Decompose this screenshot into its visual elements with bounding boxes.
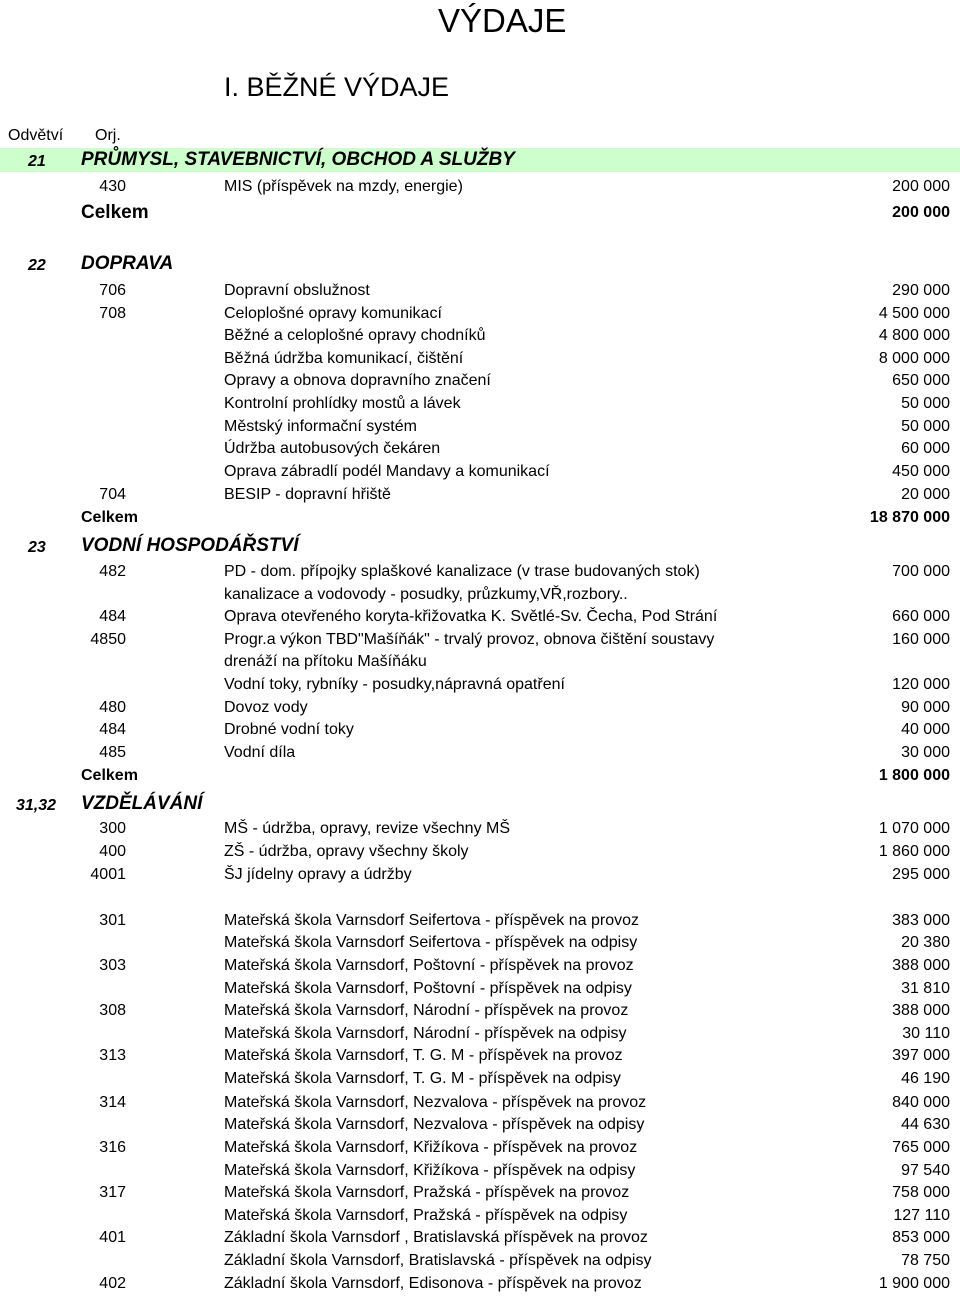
section-code: 31,32 [16, 797, 57, 814]
row-amount: 200 000 [892, 178, 950, 195]
row-amount: 78 750 [901, 1252, 950, 1269]
row-description: Mateřská škola Varnsdorf, Křižíkova - příspěvek na odpisy [224, 1162, 636, 1179]
section-name: DOPRAVA [81, 253, 174, 274]
row-orj: 708 [99, 305, 126, 322]
row-amount: 50 000 [901, 418, 950, 435]
row-description: Běžná údržba komunikací, čištění [224, 350, 464, 367]
row-description: BESIP - dopravní hřiště [224, 486, 391, 503]
section-code: 23 [28, 539, 46, 556]
row-description: Základní škola Varnsdorf, Edisonova - příspěvek na provoz [224, 1275, 642, 1292]
row-description: Mateřská škola Varnsdorf, Pražská - příspěvek na provoz [224, 1184, 630, 1201]
row-description: Mateřská škola Varnsdorf, Pražská - příspěvek na odpisy [224, 1207, 628, 1224]
row-description: drenáží na přítoku Mašíňáku [224, 653, 427, 670]
row-description: Vodní toky, rybníky - posudky,nápravná opatření [224, 676, 565, 693]
row-orj: 430 [99, 178, 126, 195]
header-odvetvi: Odvětví [8, 127, 64, 144]
row-orj: 4850 [90, 631, 126, 648]
row-orj: 480 [99, 699, 126, 716]
row-amount: 700 000 [892, 563, 950, 580]
row-orj: 400 [99, 843, 126, 860]
page-subtitle: I. BĚŽNÉ VÝDAJE [224, 72, 450, 102]
row-description: MIS (příspěvek na mzdy, energie) [224, 178, 463, 195]
row-description: Vodní díla [224, 744, 296, 761]
total-amount: 200 000 [892, 204, 950, 221]
row-amount: 1 900 000 [878, 1275, 950, 1292]
row-orj: 4001 [90, 866, 126, 883]
row-amount: 44 630 [901, 1116, 950, 1133]
row-amount: 97 540 [901, 1162, 950, 1179]
row-amount: 127 110 [893, 1207, 950, 1224]
row-orj: 314 [99, 1094, 126, 1111]
total-label: Celkem [81, 202, 149, 223]
row-amount: 853 000 [892, 1229, 950, 1246]
row-amount: 383 000 [892, 912, 950, 929]
row-orj: 300 [99, 820, 126, 837]
row-orj: 401 [99, 1229, 126, 1246]
page-title: VÝDAJE [438, 2, 567, 39]
row-description: Městský informační systém [224, 418, 417, 435]
row-description: Mateřská škola Varnsdorf, Nezvalova - příspěvek na odpisy [224, 1116, 645, 1133]
row-description: kanalizace a vodovody - posudky, průzkumy,VŘ,rozbory.. [224, 586, 628, 603]
row-orj: 301 [99, 912, 126, 929]
row-orj: 484 [99, 721, 126, 738]
row-description: Mateřská škola Varnsdorf, Křižíkova - příspěvek na provoz [224, 1139, 638, 1156]
section-name: VZDĚLÁVÁNÍ [81, 793, 203, 814]
row-description: Mateřská škola Varnsdorf Seifertova - příspěvek na odpisy [224, 934, 638, 951]
row-orj: 317 [99, 1184, 126, 1201]
row-amount: 20 000 [901, 486, 950, 503]
row-description: Základní škola Varnsdorf , Bratislavská příspěvek na provoz [224, 1229, 648, 1246]
row-description: Mateřská škola Varnsdorf, T. G. M - příspěvek na provoz [224, 1047, 623, 1064]
total-amount: 18 870 000 [869, 509, 950, 526]
row-amount: 765 000 [892, 1139, 950, 1156]
row-amount: 60 000 [901, 440, 950, 457]
row-description: MŠ - údržba, opravy, revize všechny MŠ [224, 820, 511, 837]
row-description: Běžné a celoplošné opravy chodníků [224, 327, 486, 344]
row-orj: 704 [99, 486, 126, 503]
row-description: Celoplošné opravy komunikací [224, 305, 442, 322]
row-description: Dopravní obslužnost [224, 282, 370, 299]
total-label: Celkem [81, 509, 138, 526]
row-description: Dovoz vody [224, 699, 308, 716]
row-amount: 388 000 [892, 1002, 950, 1019]
row-amount: 397 000 [892, 1047, 950, 1064]
row-description: Mateřská škola Varnsdorf, Nezvalova - příspěvek na provoz [224, 1094, 647, 1111]
row-orj: 313 [99, 1047, 126, 1064]
row-orj: 484 [99, 608, 126, 625]
row-amount: 160 000 [892, 631, 950, 648]
section-name: PRŮMYSL, STAVEBNICTVÍ, OBCHOD A SLUŽBY [81, 149, 515, 170]
row-amount: 30 000 [901, 744, 950, 761]
row-amount: 31 810 [901, 980, 950, 997]
row-description: PD - dom. přípojky splaškové kanalizace (v trase budovaných stok) [224, 563, 700, 580]
header-orj: Orj. [95, 127, 121, 144]
row-description: Kontrolní prohlídky mostů a lávek [224, 395, 461, 412]
row-orj: 706 [99, 282, 126, 299]
row-amount: 40 000 [901, 721, 950, 738]
row-description: Progr.a výkon TBD"Mašíňák" - trvalý provoz, obnova čištění soustavy [224, 631, 715, 648]
row-amount: 660 000 [892, 608, 950, 625]
row-amount: 46 190 [901, 1070, 950, 1087]
row-amount: 650 000 [892, 372, 950, 389]
row-description: Základní škola Varnsdorf, Bratislavská - příspěvek na odpisy [224, 1252, 652, 1269]
row-amount: 50 000 [901, 395, 950, 412]
row-orj: 316 [99, 1139, 126, 1156]
row-amount: 295 000 [892, 866, 950, 883]
row-description: Mateřská škola Varnsdorf, Národní - příspěvek na odpisy [224, 1025, 627, 1042]
row-amount: 4 500 000 [878, 305, 950, 322]
row-description: Mateřská škola Varnsdorf, Poštovní - příspěvek na odpisy [224, 980, 632, 997]
row-description: Oprava zábradlí podél Mandavy a komunikací [224, 463, 550, 480]
section-code: 21 [28, 153, 46, 170]
row-amount: 290 000 [892, 282, 950, 299]
row-description: Mateřská škola Varnsdorf, Poštovní - příspěvek na provoz [224, 957, 634, 974]
row-orj: 485 [99, 744, 126, 761]
row-amount: 758 000 [892, 1184, 950, 1201]
row-orj: 482 [99, 563, 126, 580]
row-amount: 120 000 [892, 676, 950, 693]
row-amount: 388 000 [892, 957, 950, 974]
row-orj: 402 [99, 1275, 126, 1292]
row-amount: 450 000 [892, 463, 950, 480]
row-amount: 30 110 [902, 1025, 950, 1042]
row-description: ŠJ jídelny opravy a údržby [224, 866, 412, 883]
row-description: Mateřská škola Varnsdorf Seifertova - příspěvek na provoz [224, 912, 639, 929]
row-orj: 308 [99, 1002, 126, 1019]
total-label: Celkem [81, 767, 138, 784]
row-description: Údržba autobusových čekáren [224, 440, 441, 457]
row-description: Mateřská škola Varnsdorf, Národní - příspěvek na provoz [224, 1002, 629, 1019]
row-description: ZŠ - údržba, opravy všechny školy [224, 843, 469, 860]
row-amount: 840 000 [892, 1094, 950, 1111]
row-amount: 8 000 000 [878, 350, 950, 367]
row-description: Oprava otevřeného koryta-křižovatka K. Světlé-Sv. Čecha, Pod Strání [224, 608, 718, 625]
section-name: VODNÍ HOSPODÁŘSTVÍ [81, 535, 299, 556]
row-orj: 303 [99, 957, 126, 974]
row-amount: 4 800 000 [878, 327, 950, 344]
row-amount: 1 070 000 [878, 820, 950, 837]
row-amount: 90 000 [901, 699, 950, 716]
row-description: Opravy a obnova dopravního značení [224, 372, 491, 389]
row-description: Drobné vodní toky [224, 721, 354, 738]
total-amount: 1 800 000 [878, 767, 950, 784]
row-description: Mateřská škola Varnsdorf, T. G. M - příspěvek na odpisy [224, 1070, 621, 1087]
row-amount: 1 860 000 [878, 843, 950, 860]
row-amount: 20 380 [901, 934, 950, 951]
section-code: 22 [28, 257, 46, 274]
